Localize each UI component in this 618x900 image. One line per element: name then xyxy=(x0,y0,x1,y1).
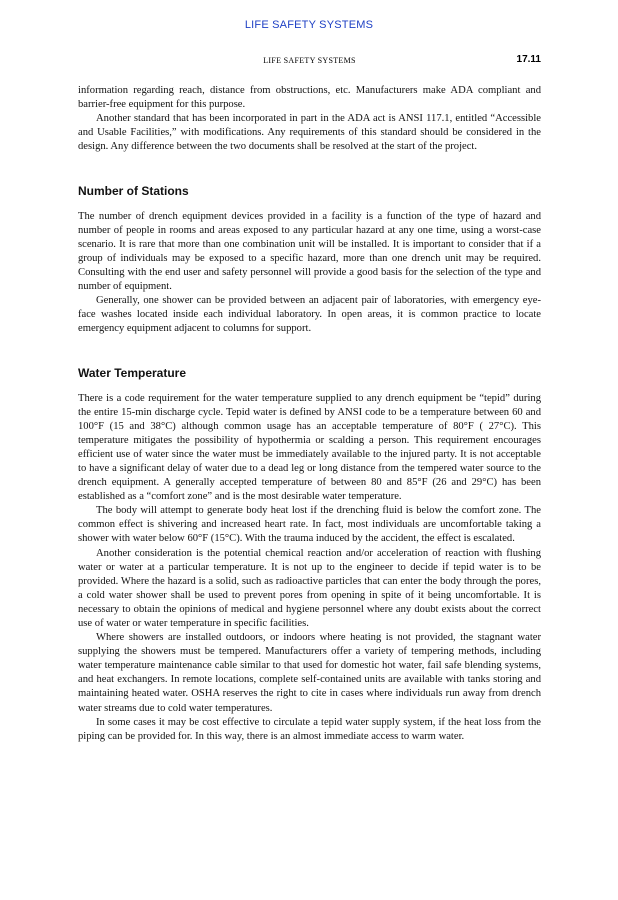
running-head xyxy=(78,54,541,68)
book-section-banner: LIFE SAFETY SYSTEMS xyxy=(244,19,374,31)
section-heading-water-temperature: Water Temperature xyxy=(78,366,187,381)
water-temperature-paragraph: Where showers are installed outdoors, or indoors where heating is not provided, the stagnant water supplying the showers must be tempered. Manufacturers offer a variety of tempering methods, including water temperature maintenance cable similar to that used for domestic hot water, fail safe blending systems, and heat exchangers. In remote locations, complete self-contained units are available with tanks storing and maintaining heated water. OSHA reserves the right to cite in cases where individuals run away from drench water streams due to cold water temperatures. xyxy=(78,632,541,714)
body-text xyxy=(78,84,541,744)
stations-paragraph: Generally, one shower can be provided between an adjacent pair of laboratories, with emergency eye-face washes located inside each individual laboratory. In open areas, it is common practice to locate emergency equipment adjacent to columns for support. xyxy=(78,295,541,335)
water-temperature-paragraph: In some cases it may be cost effective to circulate a tepid water supply system, if the heat loss from the piping can be provided for. In this way, there is an almost immediate access to warm water. xyxy=(78,716,541,742)
water-temperature-paragraph: There is a code requirement for the water temperature supplied to any drench equipment be “tepid” during the entire 15-min discharge cycle. Tepid water is defined by ANSI code to be a temperature between 60 and 100°F (15 and 38°C) although common usage has an acceptable temperature of 80°F ( 27°C). This temperature mitigates the possibility of hypothermia or scalding a person. This requirement encourages efficient use of water since the water must be immediately available to the injured party. It is not acceptable to have a significant delay of water due to a dead leg or long distance from the tempered water source to the drench equipment. A generally accepted temperature of between 80 and 85°F (26 and 29°C) has been established as a “comfort zone” and is the most desirable water temperature. xyxy=(78,392,541,503)
intro-paragraph: Another standard that has been incorporated in part in the ADA act is ANSI 117.1, entitled “Accessible and Usable Facilities,” with modifications. Any requirements of this standard should be considered in the design. Any difference between the two documents shall be resolved at the start of the project. xyxy=(78,113,541,153)
page-number: 17.11 xyxy=(516,54,541,65)
water-temperature-paragraph: Another consideration is the potential chemical reaction and/or acceleration of reaction with flushing water or water at a particular temperature. It is not up to the engineer to decide if tepid water is to be provided. Where the hazard is a solid, such as radioactive particles that can enter the body through the pores, a cold water shower shall be used to prevent pores from opening in spite of it being uncomfortable. It is necessary to obtain the opinions of medical and hygiene personnel where any doubt exists about the correct use of water or water temperature in specific facilities. xyxy=(78,547,541,629)
water-temperature-paragraph: The body will attempt to generate body heat lost if the drenching fluid is below the comfort zone. The common effect is shivering and increased heart rate. In fact, most individuals are uncomfortable taking a shower with water below 60°F (15°C). With the trauma induced by the accident, the effect is escalated. xyxy=(78,505,541,545)
running-head-title: LIFE SAFETY SYSTEMS xyxy=(263,56,356,65)
intro-paragraph: information regarding reach, distance from obstructions, etc. Manufacturers make ADA compliant and barrier-free equipment for this purpose. xyxy=(78,85,541,111)
stations-paragraph: The number of drench equipment devices provided in a facility is a function of the type of hazard and number of people in rooms and areas exposed to any particular hazard at any one time, using a worst-case scenario. It is rare that more than one combination unit will be installed. It is important to consider that if a group of individuals may be exposed to a specific hazard, more than one drench unit may be required. Consulting with the end user and safety personnel will provide a good basis for the selection of the type and number of equipment. xyxy=(78,210,541,293)
section-heading-number-of-stations: Number of Stations xyxy=(78,184,189,199)
